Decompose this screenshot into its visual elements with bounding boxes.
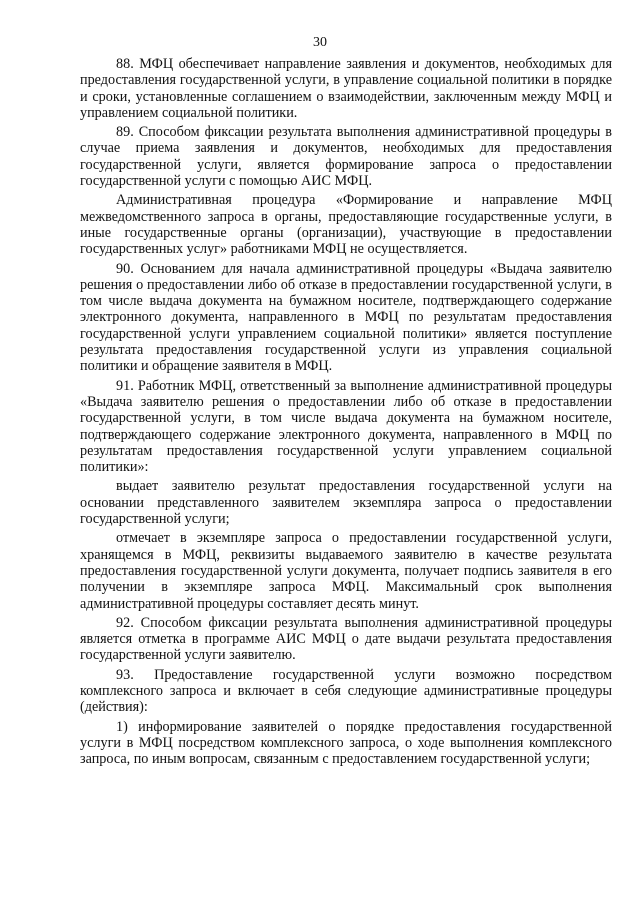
page-body: [80, 56, 612, 770]
paragraph-92: 92. Способом фиксации результата выполнения административной процедуры является отметка в программе АИС МФЦ о дате выдачи результата предоставления государственной услуги заявителю.: [80, 614, 612, 664]
paragraph-91-item-marks: отмечает в экземпляре запроса о предоставлении государственной услуги, хранящемся в МФЦ, реквизиты выдаваемого заявителю в качестве результата предоставления государственной услуги документа, получает подпись заявителя в его получении в экземпляре запроса МФЦ. Максимальный срок выполнения административной процедуры составляет десять минут.: [80, 530, 612, 612]
paragraph-88: 88. МФЦ обеспечивает направление заявления и документов, необходимых для предоставления государственной услуги, в управление социальной политики в порядке и сроки, установленные соглашением о взаимодействии, заключенным между МФЦ и управлением социальной политики.: [80, 56, 612, 121]
page-number: 30: [313, 35, 327, 50]
paragraph-89: 89. Способом фиксации результата выполнения административной процедуры в случае приема заявления и документов, необходимых для предоставления государственной услуги, является формирование запроса о предоставлении государственной услуги с помощью АИС МФЦ.: [80, 124, 612, 190]
paragraph-administrative-procedure: Административная процедура «Формирование и направление МФЦ межведомственного запроса в органы, предоставляющие государственные услуги, в иные государственные органы (организации), участвующие в предоставлении государственных услуг» работниками МФЦ не осуществляется.: [80, 192, 612, 258]
paragraph-91-item-issues: выдает заявителю результат предоставления государственной услуги на основании представленного заявителем экземпляра запроса о предоставлении государственной услуги;: [80, 478, 612, 528]
paragraph-93: 93. Предоставление государственной услуги возможно посредством комплексного запроса и включает в себя следующие административные процедуры (действия):: [80, 666, 612, 716]
paragraph-91: 91. Работник МФЦ, ответственный за выполнение административной процедуры «Выдача заявителю решения о предоставлении либо об отказе в предоставлении государственной услуги, в том числе выдача документа на бумажном носителе, подтверждающего содержание электронного документа, направленного в МФЦ по результатам предоставления государственной услуги управлением социальной политики»:: [80, 377, 612, 476]
paragraph-93-item-1: 1) информирование заявителей о порядке предоставления государственной услуги в МФЦ посредством комплексного запроса, о ходе выполнения комплексного запроса, по иным вопросам, связанным с предоставлением государственной услуги;: [80, 718, 612, 768]
paragraph-90: 90. Основанием для начала административной процедуры «Выдача заявителю решения о предоставлении либо об отказе в предоставлении государственной услуги, в том числе выдача документа на бумажном носителе, подтверждающего содержание электронного документа, направленного в МФЦ по результатам предоставления государственной услуги управлением социальной политики» является поступление результата предоставления государственной услуги из управления социальной политики и обращение заявителя в МФЦ.: [80, 260, 612, 375]
